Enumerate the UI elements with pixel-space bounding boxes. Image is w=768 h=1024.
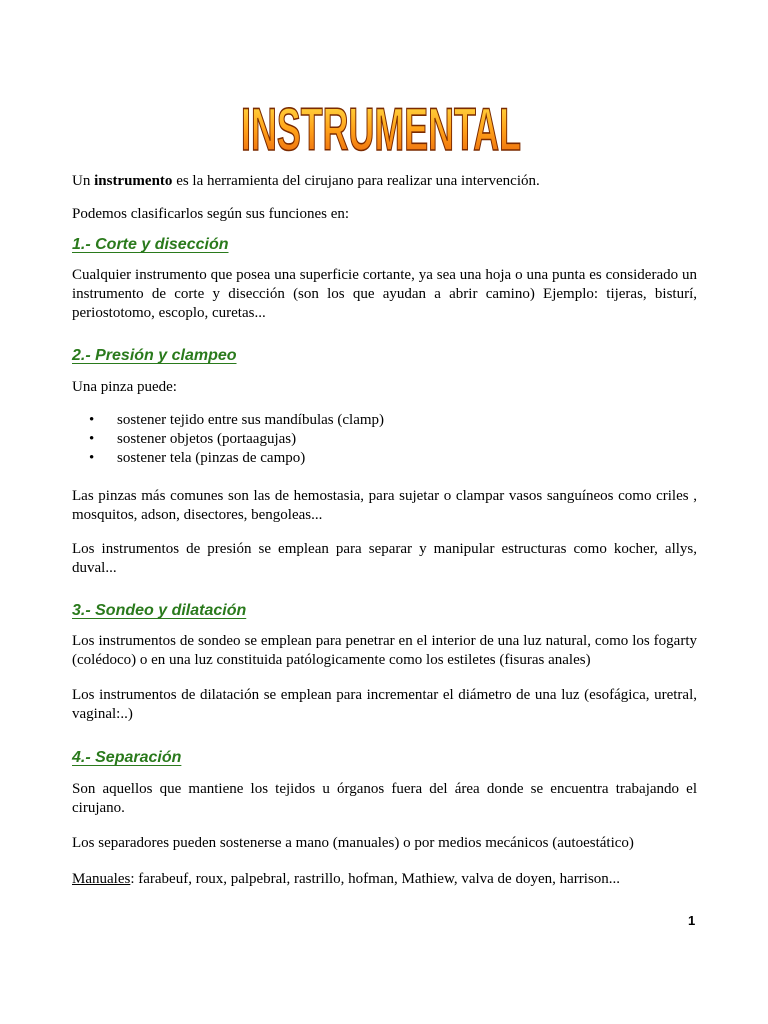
section-3-paragraph-sondeo: Los instrumentos de sondeo se emplean para penetrar en el interior de una luz natural, como los fogarty (colédoco) o en una luz constituida patólogicamente como los estiletes (fisuras anales) bbox=[72, 633, 697, 668]
section-1-paragraph: Cualquier instrumento que posea una superficie cortante, ya sea una hoja o una punta es considerado un instrumento de corte y disección (son los que ayudan a abrir camino) Ejemplo: tijeras, bisturí, periostotomo, escoplo, curetas... bbox=[72, 267, 697, 321]
list-item bbox=[72, 411, 672, 430]
list-item bbox=[72, 430, 672, 449]
list-item-text: sostener tela (pinzas de campo) bbox=[117, 450, 306, 466]
bullet-icon: • bbox=[89, 412, 95, 428]
section-2-paragraph-pinzas: Las pinzas más comunes son las de hemostasia, para sujetar o clampar vasos sanguíneos como criles , mosquitos, adson, disectores, bengoleas... bbox=[72, 488, 697, 523]
intro-pre: Un bbox=[72, 173, 95, 189]
bullet-icon: • bbox=[89, 431, 95, 447]
title-text: INSTRUMENTAL bbox=[241, 96, 521, 163]
section-heading-separacion: 4.- Separación bbox=[72, 749, 182, 766]
section-2-paragraph-presion: Los instrumentos de presión se emplean para separar y manipular estructuras como kocher, allys, duval... bbox=[72, 541, 697, 576]
bullet-icon: • bbox=[89, 450, 95, 466]
section-heading-corte: 1.- Corte y disección bbox=[72, 236, 229, 253]
intro-paragraph bbox=[72, 172, 697, 191]
bullet-list bbox=[72, 411, 672, 468]
document-title bbox=[236, 84, 526, 163]
list-item-text: sostener objetos (portaagujas) bbox=[117, 431, 297, 447]
intro-post: es la herramienta del cirujano para realizar una intervención. bbox=[172, 173, 540, 189]
section-4-paragraph-separadores: Los separadores pueden sostenerse a mano (manuales) o por medios mecánicos (autoestático) bbox=[72, 835, 634, 851]
section-4-paragraph-definicion: Son aquellos que mantiene los tejidos u órganos fuera del área donde se encuentra trabajando el cirujano. bbox=[72, 781, 697, 816]
section-heading-sondeo: 3.- Sondeo y dilatación bbox=[72, 602, 247, 619]
list-item bbox=[72, 449, 672, 468]
section-heading-presion: 2.- Presión y clampeo bbox=[72, 347, 237, 364]
manuales-paragraph bbox=[72, 870, 697, 889]
list-item-text: sostener tejido entre sus mandíbulas (clamp) bbox=[117, 412, 385, 428]
page-number: 1 bbox=[688, 913, 696, 928]
wordart-title bbox=[236, 84, 526, 163]
intro-bold-term: instrumento bbox=[94, 173, 173, 189]
section-3-paragraph-dilatacion: Los instrumentos de dilatación se emplean para incrementar el diámetro de una luz (esofágica, uretral, vaginal:..) bbox=[72, 687, 697, 722]
classify-paragraph: Podemos clasificarlos según sus funciones en: bbox=[72, 206, 350, 222]
section-2-lead: Una pinza puede: bbox=[72, 379, 177, 395]
manuales-text: : farabeuf, roux, palpebral, rastrillo, hofman, Mathiew, valva de doyen, harrison... bbox=[130, 871, 621, 887]
manuales-label: Manuales bbox=[72, 871, 131, 887]
